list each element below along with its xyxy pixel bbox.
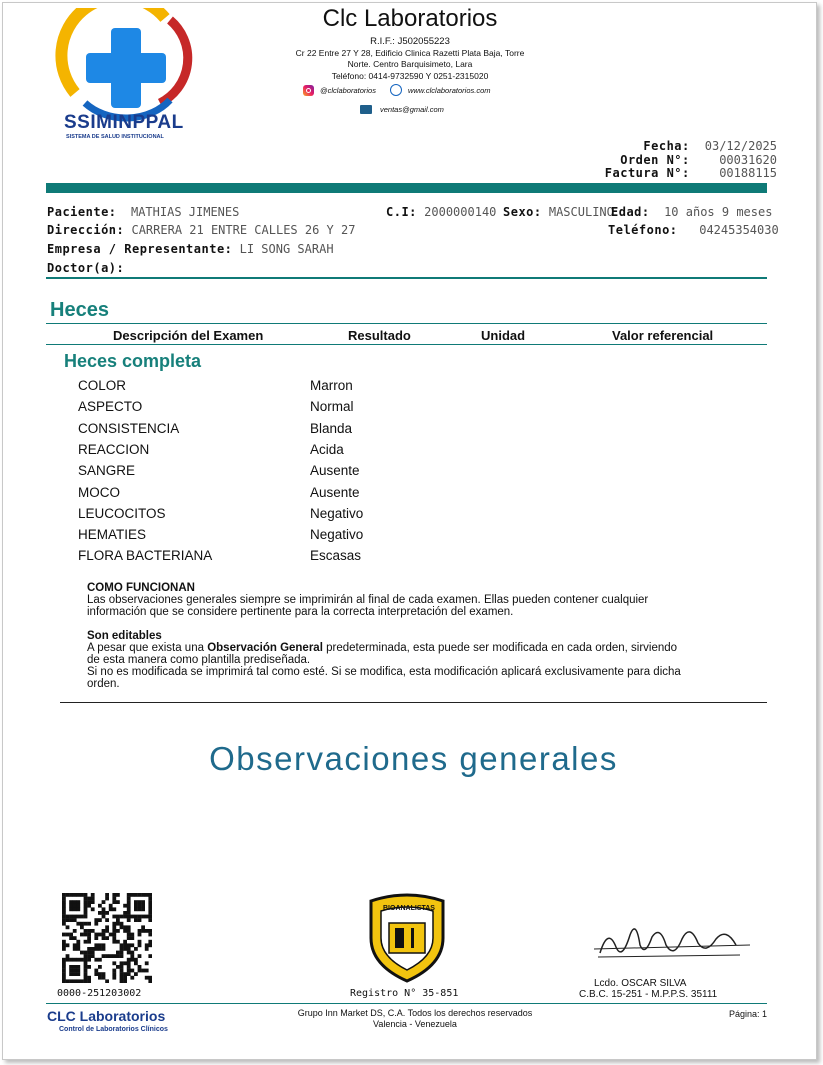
logo-subtext: SISTEMA DE SALUD INSTITUCIONAL: [66, 134, 164, 140]
lab-rif: R.I.F.: J502055223: [370, 36, 450, 47]
exam-subtitle: Heces completa: [64, 351, 202, 371]
fecha-value: 03/12/2025: [704, 139, 777, 153]
instagram-handle: @clclaboratorios: [320, 85, 376, 95]
logo-text: SSIMINPPAL: [64, 112, 184, 133]
obs-heading-1: COMO FUNCIONAN: [87, 582, 195, 594]
col-result: Resultado: [348, 328, 411, 343]
result-row-value: Normal: [310, 399, 354, 414]
patient-empresa: Empresa / Representante: LI SONG SARAH: [47, 242, 334, 256]
footer-copyright-2: Valencia - Venezuela: [373, 1019, 457, 1029]
section-divider-bottom: [46, 344, 767, 345]
result-row-value: Ausente: [310, 485, 360, 500]
result-row-value: Ausente: [310, 463, 360, 478]
patient-direccion: Dirección: CARRERA 21 ENTRE CALLES 26 Y 27: [47, 223, 356, 237]
orden-label: Orden N°:: [620, 153, 690, 167]
result-row-name: CONSISTENCIA: [78, 421, 180, 436]
footer-copyright-1: Grupo Inn Market DS, C.A. Todos los derechos reservados: [297, 1008, 533, 1018]
result-row-name: COLOR: [78, 378, 127, 393]
lab-address-2: Norte. Centro Barquisimeto, Lara: [347, 59, 473, 69]
seal-text: BIOANALISTAS: [383, 905, 435, 912]
section-divider-top: [46, 323, 767, 324]
globe-icon: [390, 84, 402, 96]
website: www.clclaboratorios.com: [407, 85, 491, 95]
col-description: Descripción del Examen: [113, 328, 264, 343]
factura-value: 00188115: [719, 166, 777, 180]
footer-brand-sub: Control de Laboratorios Clínicos: [59, 1026, 168, 1033]
instagram-icon: [303, 85, 314, 96]
mail-icon: [360, 105, 372, 114]
result-row-name: FLORA BACTERIANA: [78, 548, 213, 563]
footer-divider: [46, 1003, 767, 1004]
meta-fecha: [643, 139, 777, 153]
obs-paragraph-3: Si no es modificada se imprimirá tal como esté. Si se modifica, esta modificación aplicará exclusivamente para dicha orden.: [87, 666, 681, 690]
signer-name: Lcdo. OSCAR SILVA: [594, 978, 687, 989]
patient-sexo: Sexo: MASCULINO: [503, 205, 614, 219]
result-row-name: MOCO: [78, 485, 120, 500]
lab-name: Clc Laboratorios: [322, 5, 498, 32]
ssiminppal-logo: [55, 8, 215, 143]
result-row-value: Acida: [310, 442, 344, 457]
meta-factura: [605, 166, 777, 180]
patient-edad: Edad: 10 años 9 meses: [611, 205, 773, 219]
patient-telefono: Teléfono: 04245354030: [608, 223, 779, 237]
result-row-value: Negativo: [310, 506, 364, 521]
social-row: [303, 84, 491, 96]
patient-ci: C.I: 2000000140: [386, 205, 497, 219]
qr-code-icon: [62, 893, 152, 983]
result-row-name: ASPECTO: [78, 399, 143, 414]
meta-orden: [620, 153, 777, 167]
footer-page: Página: 1: [728, 1009, 767, 1019]
signer-credentials: C.B.C. 15-251 - M.P.P.S. 35111: [579, 989, 718, 1000]
observations-divider: [60, 702, 767, 703]
result-row-name: HEMATIES: [78, 527, 147, 542]
lab-address-1: Cr 22 Entre 27 Y 28, Edificio Clinica Razetti Plata Baja, Torre: [295, 48, 525, 58]
signature-icon: [590, 915, 760, 970]
header-band: [46, 183, 767, 193]
patient-doctor: Doctor(a):: [47, 261, 125, 275]
result-row-value: Escasas: [310, 548, 362, 563]
lab-phones: Teléfono: 0414-9732590 Y 0251-2315020: [331, 71, 489, 81]
patient-divider: [46, 277, 767, 279]
section-title: Heces: [50, 299, 109, 321]
col-reference: Valor referencial: [612, 328, 714, 343]
orden-value: 00031620: [719, 153, 777, 167]
fecha-label: Fecha:: [643, 139, 690, 153]
footer-brand: CLC Laboratorios: [47, 1008, 166, 1024]
result-row-value: Marron: [310, 378, 353, 393]
result-row-name: REACCION: [78, 442, 150, 457]
result-row-value: Negativo: [310, 527, 364, 542]
patient-name: Paciente: MATHIAS JIMENES: [47, 205, 240, 219]
obs-paragraph-1: Las observaciones generales siempre se imprimirán al final de cada examen. Ellas pueden contener cualquier información que se considere pertinente para la correcta interpretación del examen.: [87, 594, 649, 618]
result-row-value: Blanda: [310, 421, 353, 436]
obs-paragraph-2: A pesar que exista una Observación General predeterminada, esta puede ser modificada en cada orden, sirviendo de esta manera como plantilla prediseñada.: [87, 642, 678, 666]
email: ventas@gmail.com: [380, 105, 444, 114]
obs-heading-2: Son editables: [87, 630, 162, 642]
registro: Registro N° 35-851: [350, 988, 459, 999]
qr-code-text: 0000-251203002: [57, 988, 142, 999]
factura-label: Factura N°:: [604, 166, 690, 180]
result-row-name: SANGRE: [78, 463, 136, 478]
col-unit: Unidad: [481, 328, 526, 343]
bioanalistas-seal-icon: [365, 893, 449, 983]
email-row: [360, 105, 444, 114]
observations-banner: Observaciones generales: [209, 740, 618, 777]
result-row-name: LEUCOCITOS: [78, 506, 166, 521]
